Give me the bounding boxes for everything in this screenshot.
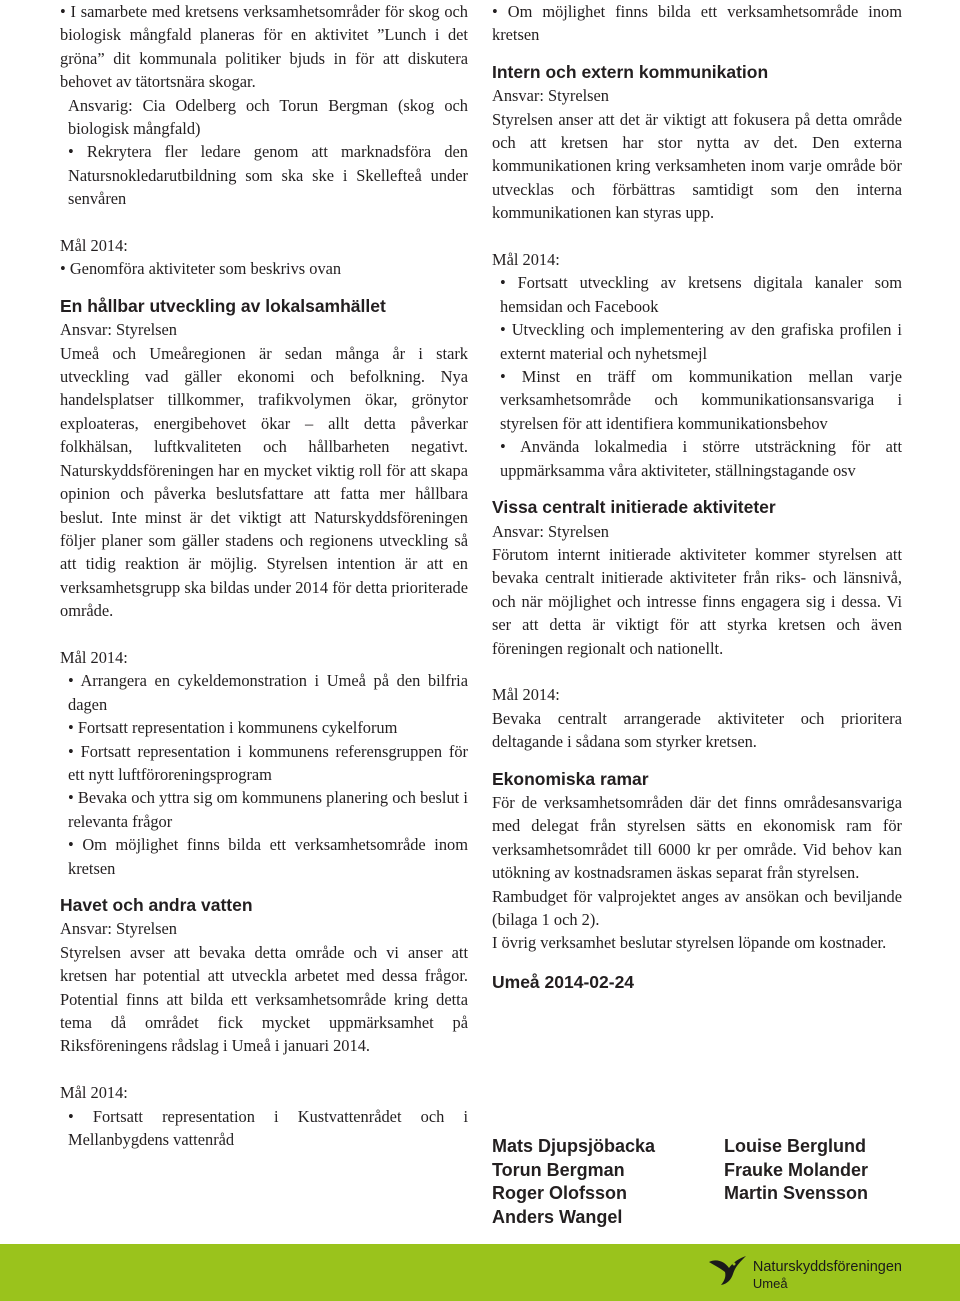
logo-subtitle: Umeå — [752, 1276, 788, 1291]
goal-label: Mål 2014: — [60, 236, 128, 256]
goal-item: • Minst en träff om kommunikation mellan varje verksamhetsområde och kommunikationsansvariga i styrelsen för att identifiera kommunikationsbehov — [500, 367, 902, 433]
organization-logo — [707, 1252, 902, 1292]
left-column — [60, 0, 468, 1151]
goal-item: • Om möjlighet finns bilda ett verksamhetsområde inom kretsen — [68, 835, 468, 878]
section-heading: Havet och andra vatten — [60, 895, 253, 915]
responsible-note: Ansvarig: Cia Odelberg och Torun Bergman (skog och biologisk mångfald) — [68, 95, 468, 139]
goal-item: • Utveckling och implementering av den grafiska profilen i externt material och nyhetsmejl — [500, 320, 902, 363]
goal-item: • Bevaka och yttra sig om kommunens planering och beslut i relevanta frågor — [68, 788, 468, 831]
spacer — [60, 880, 468, 894]
spacer — [60, 211, 468, 234]
section-body: Styrelsen anser att det är viktigt att fokusera på detta område och att kretsen har stor nytta av det. Den externa kommunikationen kring verksamheten inom varje område bör utvecklas och förbättras samtidigt som den interna kommunikationen kan styras upp. — [492, 109, 902, 223]
logo-name: Naturskyddsföreningen — [752, 1259, 902, 1275]
goal-item: • Använda lokalmedia i större utsträckning för att uppmärksamma våra aktiviteter, ställningstagande osv — [500, 437, 902, 480]
spacer — [492, 660, 902, 683]
signature-name: Anders Wangel — [492, 1206, 623, 1227]
right-column — [492, 0, 902, 994]
signature-name: Martin Svensson — [724, 1183, 869, 1203]
section-body: Umeå och Umeåregionen är sedan många år i stark utveckling vad gäller ekonomi och befolkning. Nya handelsplatser tillkommer, trafikvolymen ökar, grönytor exploateras, energibehovet ökar – allt detta påverkar folkhälsan, luftkvaliteten och hållbarheten negativt. Naturskyddsföreningen har en mycket viktig roll för att skapa opinion och påverka beslutsfattare att fatta mer hållbara beslut. Inte minst är det viktigt att Naturskyddsföreningen följer planer som gäller stadens och regionens utveckling så att tidig reaktion är möjlig. Styrelsen intention är att en verksamhetsgrupp ska bildas under 2014 för detta prioriterade område. — [60, 343, 468, 621]
goal-item: • Fortsatt utveckling av kretsens digitala kanaler som hemsidan och Facebook — [500, 273, 902, 316]
signatures-right — [724, 1135, 868, 1206]
goal-label: Mål 2014: — [492, 685, 560, 705]
signature-name: Torun Bergman — [492, 1159, 625, 1180]
section-body: Förutom internt initierade aktiviteter kommer styrelsen att bevaka centralt initierade aktiviteter från riks- och länsnivå, och när möjlighet och intresse finns engagera sig i dessa. Vi ser att detta är viktigt för att styrka kretsen och även föreningen regionalt och nationellt. — [492, 544, 902, 658]
section-heading: Vissa centralt initierade aktiviteter — [492, 497, 776, 518]
spacer — [492, 47, 902, 61]
spacer — [492, 955, 902, 969]
spacer — [60, 623, 468, 646]
section-responsible: Ansvar: Styrelsen — [60, 919, 177, 939]
spacer — [492, 754, 902, 768]
section-body: I övrig verksamhet beslutar styrelsen löpande om kostnader. — [492, 933, 887, 953]
signature-name: Louise Berglund — [724, 1136, 867, 1156]
section-heading: Ekonomiska ramar — [492, 768, 649, 789]
spacer — [492, 482, 902, 496]
signature-name: Roger Olofsson — [492, 1183, 628, 1203]
document-date: Umeå 2014-02-24 — [492, 971, 635, 992]
goal-item: • Fortsatt representation i kommunens cykelforum — [68, 718, 398, 738]
section-responsible: Ansvar: Styrelsen — [492, 521, 609, 541]
section-responsible: Ansvar: Styrelsen — [492, 86, 609, 106]
goal-label: Mål 2014: — [60, 647, 128, 667]
section-responsible: Ansvar: Styrelsen — [60, 320, 177, 340]
goal-item: • Genomföra aktiviteter som beskrivs ovan — [60, 259, 342, 279]
signatures-left — [492, 1135, 655, 1229]
spacer — [492, 225, 902, 248]
goal-item: • Arrangera en cykeldemonstration i Umeå på den bilfria dagen — [68, 671, 468, 714]
section-body: Styrelsen avser att bevaka detta område och vi anser att kretsen har potential att utveckla arbetet med dessa frågor. Potential finns att bilda ett verksamhetsområde kring detta tema då området fick mycket uppmärksamhet på Riksföreningens rådslag i Umeå i januari 2014. — [60, 942, 468, 1056]
goal-text: Bevaka centralt arrangerade aktiviteter och prioritera deltagande i sådana som styrker kretsen. — [492, 708, 902, 752]
section-heading: En hållbar utveckling av lokalsamhället — [60, 295, 386, 316]
goal-item: • Om möjlighet finns bilda ett verksamhetsområde inom kretsen — [492, 2, 902, 45]
swallow-logo-icon — [707, 1252, 747, 1286]
intro-bullet: • I samarbete med kretsens verksamhetsområder för skog och biologisk mångfald planeras för en aktivitet ”Lunch i det gröna” dit kommunala politiker bjuds in för att diskutera behovet av tätortsnära skogar. — [60, 2, 468, 92]
signature-name: Frauke Molander — [724, 1159, 869, 1180]
intro-bullet: • Rekrytera fler ledare genom att marknadsföra den Natursnokledarutbildning som ska ske i Skellefteå under senvåren — [68, 142, 468, 209]
spacer — [60, 281, 468, 295]
goal-label: Mål 2014: — [492, 250, 560, 270]
goal-label: Mål 2014: — [60, 1083, 128, 1103]
section-body: För de verksamhetsområden där det finns områdesansvariga med delegat från styrelsen sätts en ekonomisk ram för verksamhetsområdet till 6000 kr per område. Vid behov kan utökning av kostnadsramen äskas separat från styrelsen. — [492, 792, 902, 883]
goal-item: • Fortsatt representation i kommunens referensgruppen för ett nytt luftföroreningsprogram — [68, 741, 468, 784]
signature-name: Mats Djupsjöbacka — [492, 1136, 656, 1156]
footer-bar — [0, 1244, 960, 1301]
section-heading: Intern och extern kommunikation — [492, 61, 769, 82]
spacer — [60, 1058, 468, 1081]
goal-item: • Fortsatt representation i Kustvattenrådet och i Mellanbygdens vattenråd — [68, 1106, 468, 1150]
section-body: Rambudget för valprojektet anges av ansökan och beviljande (bilaga 1 och 2). — [492, 886, 902, 929]
